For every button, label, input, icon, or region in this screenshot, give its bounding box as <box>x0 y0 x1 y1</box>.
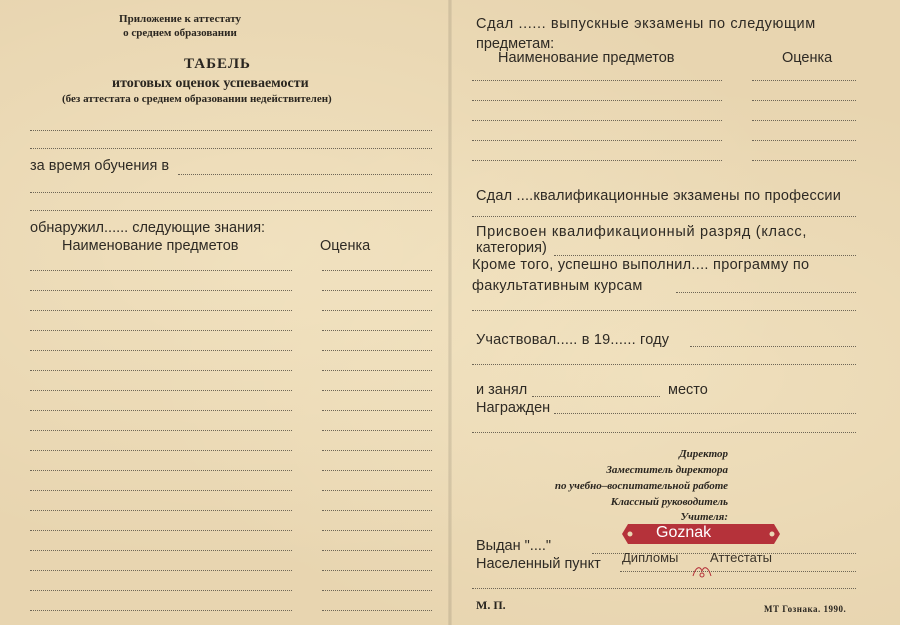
diplomas-link[interactable]: Дипломы <box>622 550 679 565</box>
fill-line <box>620 571 856 572</box>
locality-label: Населенный пункт <box>476 556 601 572</box>
fill-line <box>472 588 856 589</box>
annex-line-1: Приложение к аттестату <box>119 13 241 25</box>
elective-courses-label: факультативным курсам <box>472 278 643 294</box>
final-exams-label-2: предметам: <box>476 36 555 52</box>
took-place-label: и занял <box>476 382 528 398</box>
teachers-label: Учителя: <box>680 511 728 523</box>
subjects-column-header-right: Наименование предметов <box>498 50 675 66</box>
knowledge-label: обнаружил...... следующие знания: <box>30 220 266 236</box>
annex-line-2: о среднем образовании <box>123 27 237 39</box>
awarded-label: Награжден <box>476 400 551 416</box>
also-completed-label: Кроме того, успешно выполнил.... программу по <box>472 257 810 273</box>
fill-line <box>30 210 432 211</box>
validity-note: (без аттестата о среднем образовании недействителен) <box>62 93 332 105</box>
issued-label: Выдан "...." <box>476 538 552 554</box>
stamp-place-label: М. П. <box>476 598 506 612</box>
director-label: Директор <box>679 448 728 460</box>
deputy-director-label-2: по учебно–воспитательной работе <box>554 480 728 492</box>
grade-column-header-right: Оценка <box>782 50 833 66</box>
deputy-director-label: Заместитель директора <box>606 464 728 476</box>
final-exams-label: Сдал ...... выпускные экзамены по следующим <box>476 16 816 32</box>
document-title: ТАБЕЛЬ <box>184 56 251 72</box>
study-place-label: за время обучения в <box>30 158 170 174</box>
certificates-link[interactable]: Аттестаты <box>710 550 772 565</box>
fill-line <box>30 192 432 193</box>
assigned-grade-label-2: категория) <box>476 240 547 256</box>
fill-line <box>554 413 856 414</box>
printer-imprint: МТ Гознака. 1990. <box>764 604 847 614</box>
document-subtitle: итоговых оценок успеваемости <box>112 76 309 91</box>
fill-line <box>30 130 432 131</box>
fill-line <box>676 292 856 293</box>
fill-line <box>472 310 856 311</box>
fill-line <box>472 216 856 217</box>
fill-line <box>30 148 432 149</box>
goznak-brand: Goznak <box>656 524 712 541</box>
page-fold <box>448 0 452 625</box>
fill-line <box>690 346 856 347</box>
subjects-column-header: Наименование предметов <box>62 238 239 254</box>
participated-label: Участвовал..... в 19...... году <box>476 332 670 348</box>
annex-note <box>100 12 260 40</box>
fill-line <box>472 432 856 433</box>
ornament-icon <box>690 562 714 580</box>
fill-line <box>554 255 856 256</box>
place-word: место <box>668 382 708 398</box>
fill-line <box>472 364 856 365</box>
assigned-grade-label: Присвоен квалификационный разряд (класс, <box>476 224 808 240</box>
class-teacher-label: Классный руководитель <box>610 496 728 508</box>
qualification-exams-label: Сдал ....квалификационные экзамены по профессии <box>476 188 841 204</box>
fill-line <box>178 174 432 175</box>
grade-column-header: Оценка <box>320 238 371 254</box>
fill-line <box>532 396 660 397</box>
